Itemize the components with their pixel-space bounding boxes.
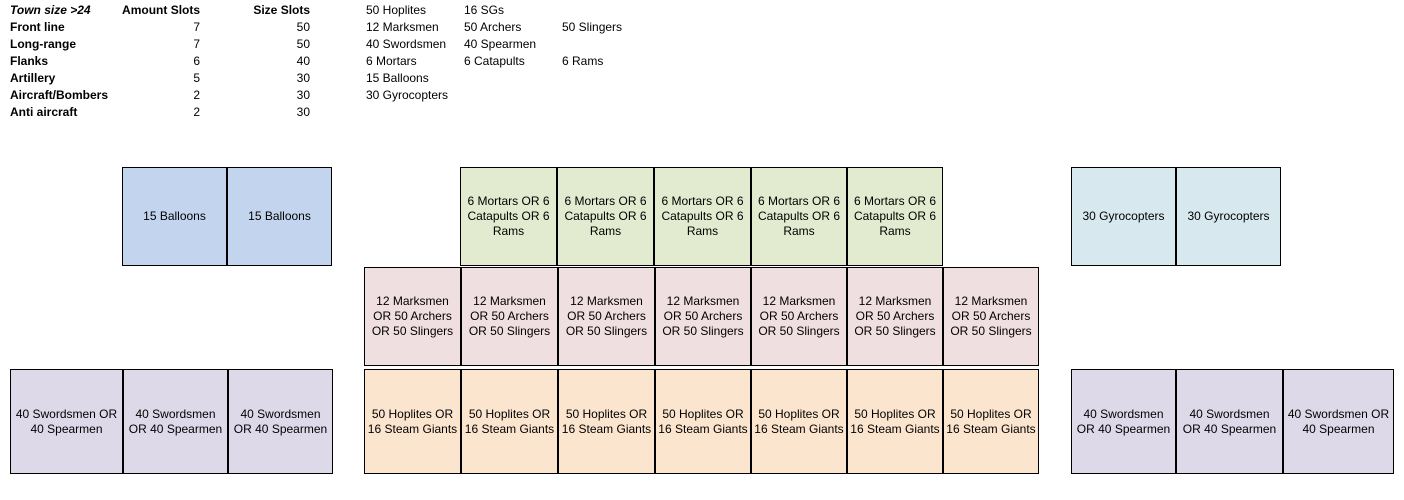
formation-cell-flank-left[interactable]: 40 Swordsmen OR 40 Spearmen — [10, 369, 123, 474]
unit-option: 6 Mortars — [366, 54, 417, 68]
formation-cell-front-line[interactable]: 50 Hoplites OR 16 Steam Giants — [558, 369, 655, 474]
formation-cell-balloons[interactable]: 15 Balloons — [227, 167, 332, 266]
legend-row-label: Long-range — [10, 37, 76, 51]
legend-row-label: Flanks — [10, 54, 49, 68]
formation-cell-front-line[interactable]: 50 Hoplites OR 16 Steam Giants — [461, 369, 558, 474]
list-item — [366, 2, 660, 19]
legend-row-label: Artillery — [10, 71, 56, 85]
formation-cell-long-range[interactable]: 12 Marksmen OR 50 Archers OR 50 Slingers — [751, 267, 847, 366]
unit-option: 16 SGs — [464, 3, 505, 17]
table-row — [10, 87, 316, 104]
unit-option: 30 Gyrocopters — [366, 88, 449, 102]
legend-row-amount: 2 — [193, 105, 201, 119]
legend-row-amount: 2 — [193, 88, 201, 102]
formation-cell-artillery[interactable]: 6 Mortars OR 6 Catapults OR 6 Rams — [847, 167, 943, 266]
legend-row-size: 30 — [296, 71, 311, 85]
legend-header-amount: Amount Slots — [122, 3, 201, 17]
list-item — [366, 53, 660, 70]
unit-option: 50 Slingers — [562, 20, 623, 34]
formation-cell-flank-right[interactable]: 40 Swordsmen OR 40 Spearmen — [1071, 369, 1176, 474]
legend-row-amount: 7 — [193, 37, 201, 51]
legend-row-amount: 6 — [193, 54, 201, 68]
table-row — [10, 36, 316, 53]
legend-header-size: Size Slots — [253, 3, 311, 17]
formation-cell-gyrocopters[interactable]: 30 Gyrocopters — [1176, 167, 1281, 266]
formation-cell-artillery[interactable]: 6 Mortars OR 6 Catapults OR 6 Rams — [751, 167, 847, 266]
legend-title: Town size >24 — [10, 3, 91, 17]
formation-cell-flank-right[interactable]: 40 Swordsmen OR 40 Spearmen — [1176, 369, 1283, 474]
unit-option: 15 Balloons — [366, 71, 429, 85]
unit-option: 12 Marksmen — [366, 20, 439, 34]
legend-row-size: 50 — [296, 20, 311, 34]
unit-option: 6 Rams — [562, 54, 604, 68]
formation-cell-front-line[interactable]: 50 Hoplites OR 16 Steam Giants — [364, 369, 461, 474]
unit-option: 40 Swordsmen — [366, 37, 447, 51]
list-item — [366, 19, 660, 36]
legend-row-size: 30 — [296, 88, 311, 102]
formation-cell-long-range[interactable]: 12 Marksmen OR 50 Archers OR 50 Slingers — [943, 267, 1039, 366]
legend-row-size: 30 — [296, 105, 311, 119]
town-size-legend-table — [10, 2, 316, 121]
legend-header-row — [10, 2, 316, 19]
formation-cell-flank-right[interactable]: 40 Swordsmen OR 40 Spearmen — [1283, 369, 1394, 474]
unit-option: 50 Archers — [464, 20, 522, 34]
formation-cell-long-range[interactable]: 12 Marksmen OR 50 Archers OR 50 Slingers — [655, 267, 751, 366]
table-row — [10, 104, 316, 121]
unit-option: 6 Catapults — [464, 54, 525, 68]
formation-cell-artillery[interactable]: 6 Mortars OR 6 Catapults OR 6 Rams — [557, 167, 654, 266]
unit-option: 40 Spearmen — [464, 37, 537, 51]
legend-row-label: Aircraft/Bombers — [10, 88, 109, 102]
legend-row-label: Front line — [10, 20, 65, 34]
table-row — [10, 19, 316, 36]
list-item — [366, 70, 660, 87]
formation-cell-front-line[interactable]: 50 Hoplites OR 16 Steam Giants — [943, 369, 1039, 474]
formation-cell-front-line[interactable]: 50 Hoplites OR 16 Steam Giants — [847, 369, 943, 474]
legend-row-size: 40 — [296, 54, 311, 68]
list-item — [366, 87, 660, 104]
formation-cell-gyrocopters[interactable]: 30 Gyrocopters — [1071, 167, 1176, 266]
formation-cell-flank-left[interactable]: 40 Swordsmen OR 40 Spearmen — [123, 369, 228, 474]
formation-cell-front-line[interactable]: 50 Hoplites OR 16 Steam Giants — [655, 369, 751, 474]
legend-row-size: 50 — [296, 37, 311, 51]
formation-cell-artillery[interactable]: 6 Mortars OR 6 Catapults OR 6 Rams — [654, 167, 751, 266]
table-row — [10, 70, 316, 87]
formation-cell-balloons[interactable]: 15 Balloons — [122, 167, 227, 266]
legend-row-label: Anti aircraft — [10, 105, 78, 119]
formation-cell-long-range[interactable]: 12 Marksmen OR 50 Archers OR 50 Slingers — [847, 267, 943, 366]
formation-cell-long-range[interactable]: 12 Marksmen OR 50 Archers OR 50 Slingers — [461, 267, 558, 366]
formation-cell-artillery[interactable]: 6 Mortars OR 6 Catapults OR 6 Rams — [460, 167, 557, 266]
formation-cell-long-range[interactable]: 12 Marksmen OR 50 Archers OR 50 Slingers — [364, 267, 461, 366]
legend-row-amount: 5 — [193, 71, 201, 85]
unit-option: 50 Hoplites — [366, 3, 427, 17]
formation-cell-long-range[interactable]: 12 Marksmen OR 50 Archers OR 50 Slingers — [558, 267, 655, 366]
legend-row-amount: 7 — [193, 20, 201, 34]
formation-cell-front-line[interactable]: 50 Hoplites OR 16 Steam Giants — [751, 369, 847, 474]
table-row — [10, 53, 316, 70]
formation-cell-flank-left[interactable]: 40 Swordsmen OR 40 Spearmen — [228, 369, 333, 474]
list-item — [366, 36, 660, 53]
unit-options-list — [366, 2, 660, 104]
